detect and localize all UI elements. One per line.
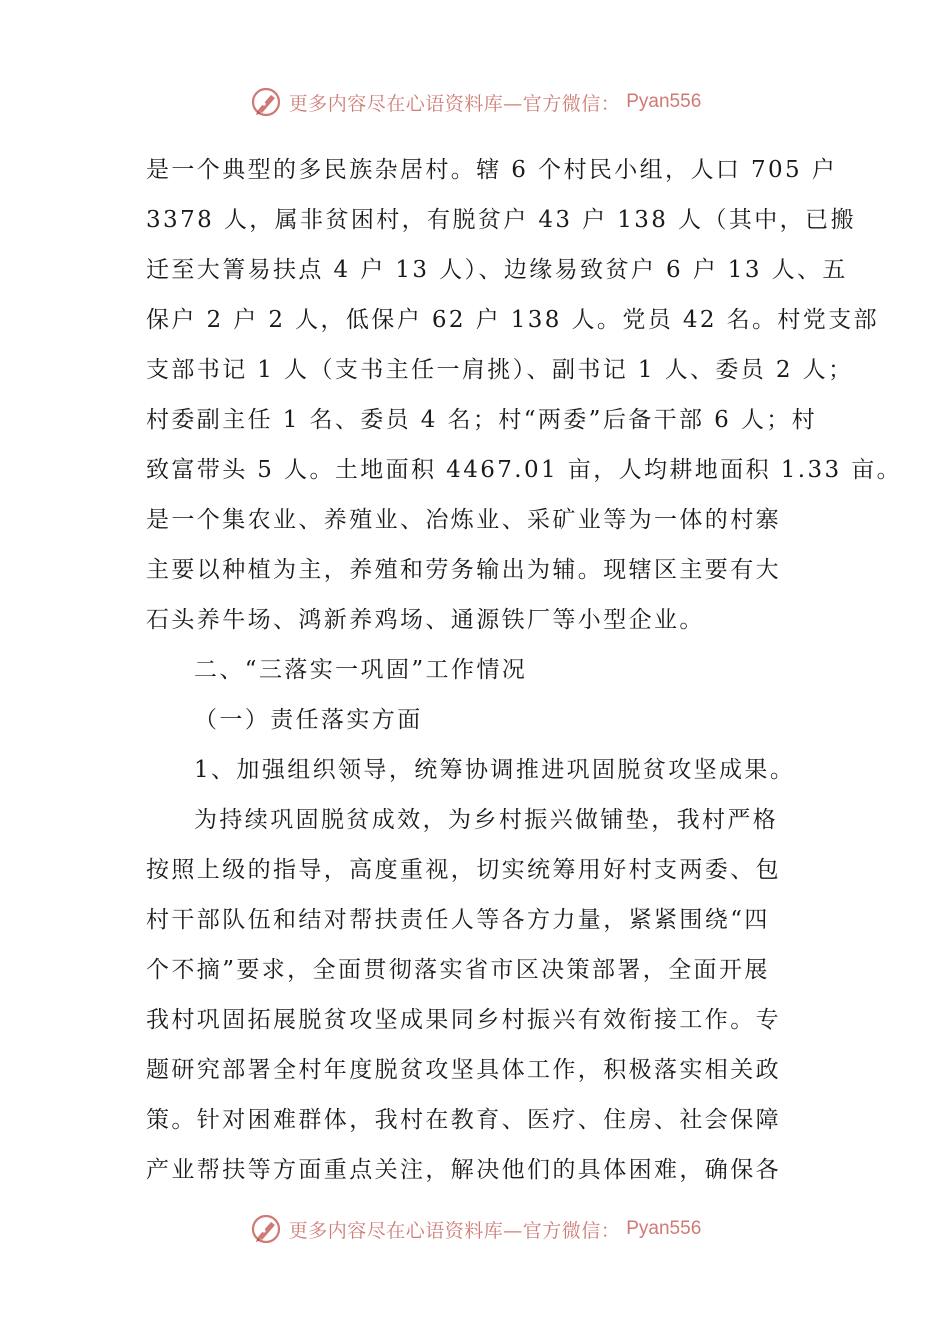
body-line: 石头养牛场、鸿新养鸡场、通源铁厂等小型企业。: [146, 607, 705, 633]
paragraph-line: 产业帮扶等方面重点关注，解决他们的具体困难，确保各: [146, 1157, 781, 1183]
body-line: 保户 2 户 2 人，低保户 62 户 138 人。党员 42 名。村党支部: [146, 307, 880, 333]
paragraph-line: 我村巩固拓展脱贫攻坚成果同乡村振兴有效衔接工作。专: [146, 1007, 781, 1033]
watermark-account: Pyan556: [626, 1218, 702, 1239]
watermark-text: 更多内容尽在心语资料库—官方微信：: [288, 1219, 621, 1242]
header-watermark: [0, 82, 950, 122]
body-line: 支部书记 1 人（支书主任一肩挑）、副书记 1 人、委员 2 人；: [146, 357, 854, 383]
paragraph-line: 村干部队伍和结对帮扶责任人等各方力量，紧紧围绕“四: [146, 907, 770, 933]
watermark-account: Pyan556: [626, 91, 702, 112]
item-heading: 1、加强组织领导，统筹协调推进巩固脱贫攻坚成果。: [194, 757, 796, 783]
body-line: 村委副主任 1 名、委员 4 名；村“两委”后备干部 6 人；村: [146, 407, 818, 433]
body-line: 致富带头 5 人。土地面积 4467.01 亩，人均耕地面积 1.33 亩。: [146, 457, 903, 483]
paragraph-line: 题研究部署全村年度脱贫攻坚具体工作，积极落实相关政: [146, 1057, 781, 1083]
paragraph-line: 策。针对困难群体，我村在教育、医疗、住房、社会保障: [146, 1107, 781, 1133]
body-line: 迁至大箐易扶点 4 户 13 人）、边缘易致贫户 6 户 13 人、五: [146, 257, 848, 283]
body-line: 是一个典型的多民族杂居村。辖 6 个村民小组，人口 705 户: [146, 157, 838, 183]
body-line: 是一个集农业、养殖业、冶炼业、采矿业等为一体的村寨: [146, 507, 781, 533]
paragraph-line: 个不摘”要求，全面贯彻落实省市区决策部署，全面开展: [146, 957, 770, 983]
paragraph-line: 按照上级的指导，高度重视，切实统筹用好村支两委、包: [146, 857, 781, 883]
paragraph-line: 为持续巩固脱贫成效，为乡村振兴做铺垫，我村严格: [194, 807, 779, 833]
section-heading: 二、“三落实一巩固”工作情况: [194, 657, 528, 683]
footer-watermark: [0, 1209, 950, 1249]
document-body: [146, 145, 903, 1195]
pen-logo-icon: [249, 1212, 283, 1246]
body-line: 主要以种植为主，养殖和劳务输出为辅。现辖区主要有大: [146, 557, 781, 583]
subsection-heading: （一）责任落实方面: [194, 707, 423, 733]
watermark-text: 更多内容尽在心语资料库—官方微信：: [288, 92, 621, 115]
pen-logo-icon: [249, 85, 283, 119]
body-line: 3378 人，属非贫困村，有脱贫户 43 户 138 人（其中，已搬: [146, 207, 856, 233]
